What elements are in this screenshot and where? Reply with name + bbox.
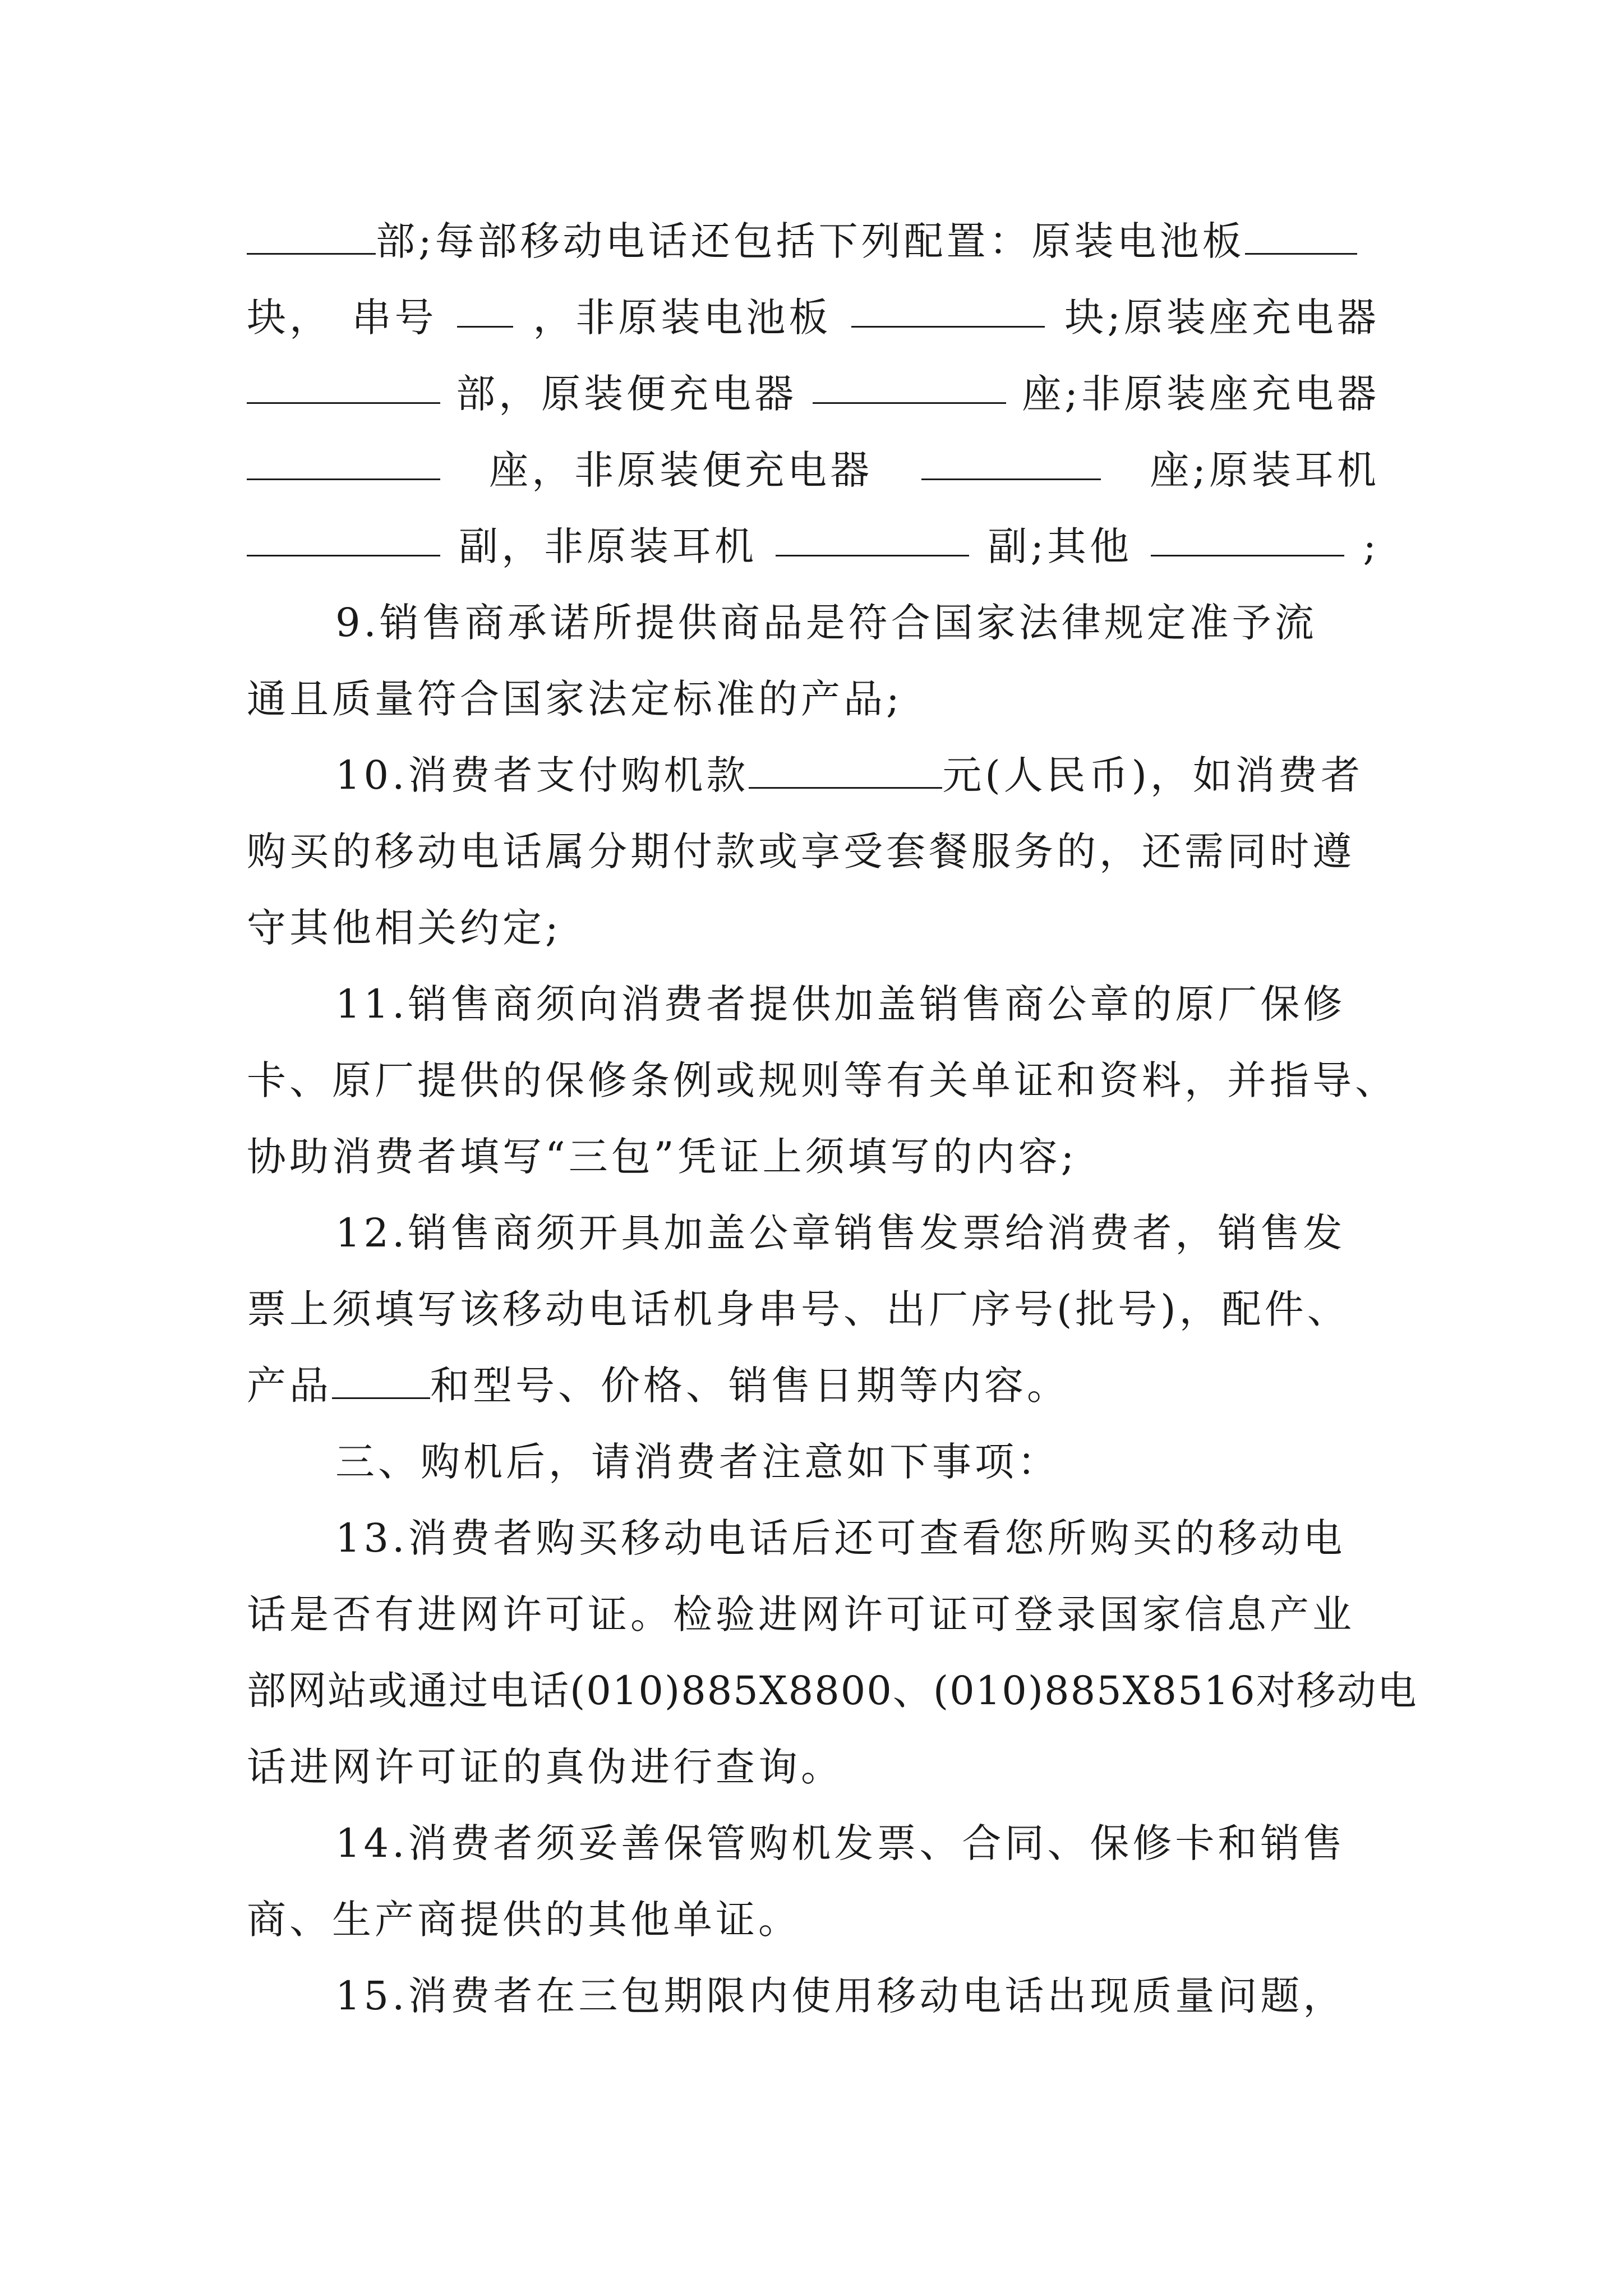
config-line-2 xyxy=(247,287,1380,348)
blank-field[interactable] xyxy=(247,439,440,480)
clause-13-line-2: 话是否有进网许可证。检验进网许可证可登录国家信息产业 xyxy=(247,1591,1355,1637)
text-run: 产品 xyxy=(247,1363,332,1409)
text-run: 座;非原装座充电器 xyxy=(1022,371,1380,417)
clause-14-line-1: 14.消费者须妥善保管购机发票、合同、保修卡和销售 xyxy=(335,1820,1346,1866)
blank-field[interactable] xyxy=(921,439,1101,480)
blank-field[interactable] xyxy=(1151,516,1344,556)
clause-11-line-2: 卡、原厂提供的保修条例或规则等有关单证和资料，并指导、 xyxy=(247,1057,1398,1103)
clause-10-line-2: 购买的移动电话属分期付款或享受套餐服务的，还需同时遵 xyxy=(247,829,1355,875)
config-line-4 xyxy=(247,439,1380,501)
text-run: 部，原装便充电器 xyxy=(456,371,797,417)
config-line-3 xyxy=(247,363,1380,425)
text-run: 块;原装座充电器 xyxy=(1064,295,1380,341)
price-blank-field[interactable] xyxy=(749,748,942,789)
clause-12-line-1: 12.销售商须开具加盖公章销售发票给消费者，销售发 xyxy=(335,1210,1346,1256)
blank-field[interactable] xyxy=(247,516,440,556)
clause-12-line-3 xyxy=(247,1355,1380,1416)
text-run: 副;其他 xyxy=(988,523,1133,569)
clause-13-line-4: 话进网许可证的真伪进行查询。 xyxy=(247,1744,843,1790)
blank-field[interactable] xyxy=(851,287,1045,328)
clause-9-line-2: 通且质量符合国家法定标准的产品; xyxy=(247,676,903,722)
config-line-1 xyxy=(247,210,1380,272)
text-run: 元(人民币)，如消费者 xyxy=(942,752,1363,798)
clause-10-line-1 xyxy=(335,744,1380,806)
clause-11-line-3: 协助消费者填写“三包”凭证上须填写的内容; xyxy=(247,1134,1078,1180)
text-run: 10.消费者支付购机款 xyxy=(335,752,749,798)
text-run: 座，非原装便充电器 xyxy=(489,447,873,493)
text-run: 和型号、价格、销售日期等内容。 xyxy=(430,1363,1069,1409)
text-run: 座;原装耳机 xyxy=(1150,447,1380,493)
text-run: 副，非原装耳机 xyxy=(459,523,758,569)
clause-14-line-2: 商、生产商提供的其他单证。 xyxy=(247,1897,801,1943)
clause-12-line-2: 票上须填写该移动电话机身串号、出厂序号(批号)，配件、 xyxy=(247,1286,1350,1332)
text-run: 串号 xyxy=(352,295,437,341)
blank-field[interactable] xyxy=(247,214,376,255)
blank-field[interactable] xyxy=(813,363,1006,404)
clause-11-line-1: 11.销售商须向消费者提供加盖销售商公章的原厂保修 xyxy=(335,981,1346,1027)
blank-field[interactable] xyxy=(776,516,969,556)
section-header: 三、购机后，请消费者注意如下事项： xyxy=(335,1439,1060,1485)
text-run: 块， xyxy=(247,295,332,341)
blank-field[interactable] xyxy=(1245,214,1357,255)
config-line-5 xyxy=(247,516,1380,577)
clause-9-line-1: 9.销售商承诺所提供商品是符合国家法律规定准予流 xyxy=(335,600,1317,646)
blank-field[interactable] xyxy=(247,363,440,404)
text-run: ; xyxy=(1363,523,1380,569)
clause-10-line-3: 守其他相关约定; xyxy=(247,905,562,951)
text-run: 部;每部移动电话还包括下列配置：原装电池板 xyxy=(376,218,1245,264)
text-run: ，非原装电池板 xyxy=(533,295,832,341)
clause-15-line-1: 15.消费者在三包期限内使用移动电话出现质量问题， xyxy=(335,1973,1346,2019)
clause-13-line-3: 部网站或通过电话(010)885X8800、(010)885X8516对移动电 xyxy=(247,1668,1418,1714)
blank-field[interactable] xyxy=(457,287,513,328)
blank-field[interactable] xyxy=(332,1358,430,1399)
clause-13-line-1: 13.消费者购买移动电话后还可查看您所购买的移动电 xyxy=(335,1515,1346,1561)
